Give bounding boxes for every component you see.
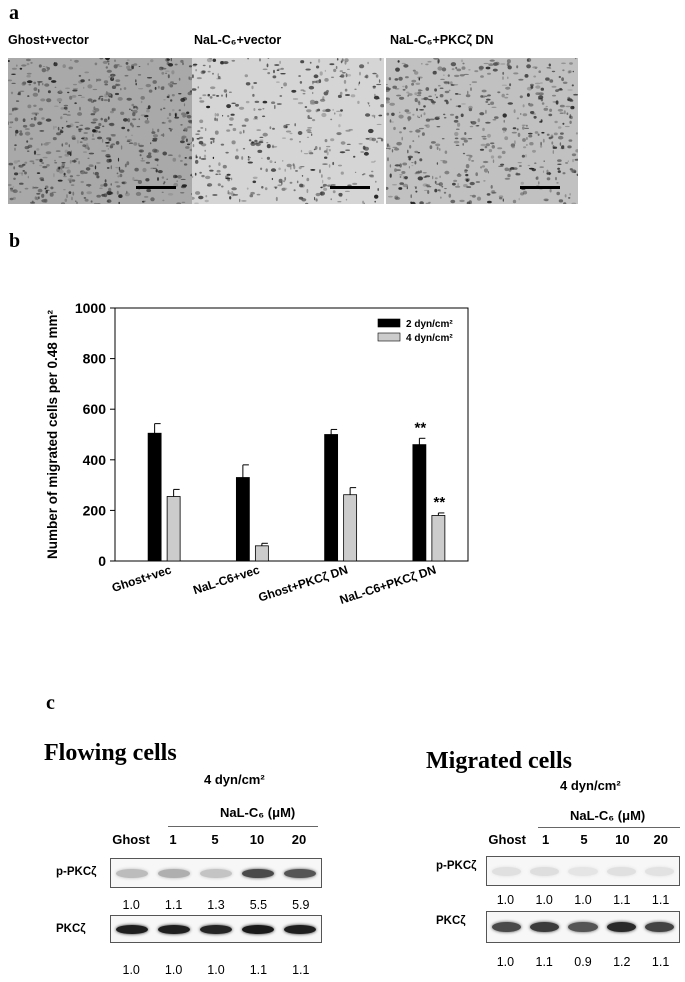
flowing-quant-pkc [110, 963, 322, 979]
bar [413, 445, 426, 561]
x-tick-label: NaL-C6+vec [191, 562, 262, 598]
band-quantification: 1.1 [249, 963, 268, 977]
migrated-quant-ppkc [486, 893, 680, 909]
treatment-bracket-line [168, 826, 318, 827]
flowing-row-label-pkc: PKCζ [56, 923, 86, 935]
blot-band [530, 867, 559, 877]
micrograph-ghost-vector [8, 58, 192, 204]
migrated-condition: 4 dyn/cm² [560, 778, 621, 793]
band-quantification: 1.0 [122, 898, 140, 912]
y-tick-label: 0 [98, 553, 106, 569]
micrograph-nalc6-pkc-dn [386, 58, 578, 204]
migrated-cells-title: Migrated cells [426, 748, 572, 774]
lane-label: 1 [541, 832, 550, 847]
y-tick-label: 600 [82, 401, 106, 418]
bar-chart [0, 255, 685, 615]
blot-band [116, 869, 148, 879]
migrated-treatment-label: NaL-C₆ (μM) [570, 808, 646, 823]
blot-band [492, 867, 521, 877]
band-quantification: 1.1 [613, 893, 631, 907]
legend-swatch [378, 333, 400, 341]
panel-c-letter: c [46, 692, 55, 714]
y-axis-label: Number of migrated cells per 0.48 mm² [45, 309, 60, 560]
band-quantification: 5.5 [249, 898, 268, 912]
legend-label: 4 dyn/cm² [406, 333, 453, 344]
bar [148, 433, 161, 561]
bar [236, 478, 249, 561]
band-quantification: 1.0 [207, 963, 225, 977]
flowing-quant-ppkc [110, 898, 322, 914]
bar [344, 495, 357, 561]
band-quantification: 1.3 [207, 898, 225, 912]
bar [325, 435, 338, 562]
band-quantification: 1.1 [535, 955, 553, 969]
flowing-cells-title: Flowing cells [44, 740, 177, 766]
band-quantification: 1.0 [122, 963, 140, 977]
blot-band [242, 869, 274, 879]
migrated-lane-labels [488, 832, 680, 850]
legend-label: 2 dyn/cm² [406, 319, 453, 330]
micrograph-label-nalc6-pkc-dn: NaL-C₆+PKCζ DN [390, 33, 494, 47]
band-quantification: 1.1 [292, 963, 310, 977]
flowing-blot-pkc [110, 915, 322, 943]
blot-band [200, 925, 232, 934]
blot-band [568, 867, 597, 877]
migrated-row-label-ppkc: p-PKCζ [436, 860, 477, 872]
bar [167, 496, 180, 561]
lane-label: 20 [653, 832, 669, 847]
band-quantification: 1.1 [651, 955, 670, 969]
band-quantification: 5.9 [292, 898, 310, 912]
migrated-blot-pkc [486, 911, 680, 943]
flowing-row-label-ppkc: p-PKCζ [56, 866, 97, 878]
blot-band [284, 869, 316, 879]
x-tick-label: Ghost+vec [110, 562, 174, 595]
y-tick-label: 400 [82, 451, 106, 468]
band-quantification: 1.0 [574, 893, 592, 907]
band-quantification: 0.9 [574, 955, 592, 969]
x-tick-label: NaL-C6+PKCζ DN [337, 562, 438, 607]
blot-band [492, 922, 521, 932]
flowing-lane-labels [110, 832, 320, 850]
blot-band [116, 925, 148, 934]
y-tick-label: 800 [82, 350, 106, 367]
bar [432, 515, 445, 561]
legend-swatch [378, 319, 400, 327]
blot-band [607, 867, 636, 877]
panel-a-letter: a [9, 2, 19, 24]
significance-mark: ** [414, 419, 427, 437]
blot-band [200, 869, 232, 879]
lane-label: 10 [249, 832, 265, 847]
blot-band [284, 925, 316, 934]
bar [255, 546, 268, 561]
panel-b-letter: b [9, 230, 21, 252]
band-quantification: 1.2 [613, 955, 631, 969]
flowing-blot-ppkc [110, 858, 322, 888]
scale-bar [330, 186, 370, 189]
micrograph-nalc6-vector [192, 58, 384, 204]
blot-band [530, 922, 559, 932]
lane-label: 1 [169, 832, 177, 847]
blot-band [158, 869, 190, 879]
band-quantification: 1.0 [496, 955, 515, 969]
treatment-bracket-line [538, 827, 680, 828]
band-quantification: 1.0 [535, 893, 553, 907]
lane-label: Ghost [488, 832, 526, 847]
scale-bar [136, 186, 176, 189]
blot-band [158, 925, 190, 934]
lane-label: 5 [580, 832, 588, 847]
band-quantification: 1.0 [164, 963, 183, 977]
micrograph-label-nalc6-vector: NaL-C₆+vector [194, 33, 282, 47]
y-tick-label: 1000 [74, 300, 106, 316]
lane-label: Ghost [112, 832, 150, 847]
migrated-blot-ppkc [486, 856, 680, 886]
y-tick-label: 200 [82, 502, 106, 519]
scale-bar [520, 186, 560, 189]
lane-label: 10 [615, 832, 630, 847]
blot-band [645, 922, 674, 932]
band-quantification: 1.1 [651, 893, 670, 907]
significance-mark: ** [433, 493, 446, 511]
band-quantification: 1.0 [496, 893, 515, 907]
flowing-condition: 4 dyn/cm² [204, 772, 265, 787]
blot-band [645, 867, 674, 877]
band-quantification: 1.1 [164, 898, 183, 912]
blot-band [242, 925, 274, 934]
blot-band [607, 922, 636, 932]
lane-label: 20 [291, 832, 307, 847]
blot-band [568, 922, 597, 932]
lane-label: 5 [211, 832, 219, 847]
micrograph-label-ghost-vector: Ghost+vector [8, 33, 89, 47]
migrated-quant-pkc [486, 955, 680, 971]
flowing-treatment-label: NaL-C₆ (μM) [220, 805, 296, 820]
x-tick-label: Ghost+PKCζ DN [256, 562, 350, 605]
migrated-row-label-pkc: PKCζ [436, 915, 466, 927]
